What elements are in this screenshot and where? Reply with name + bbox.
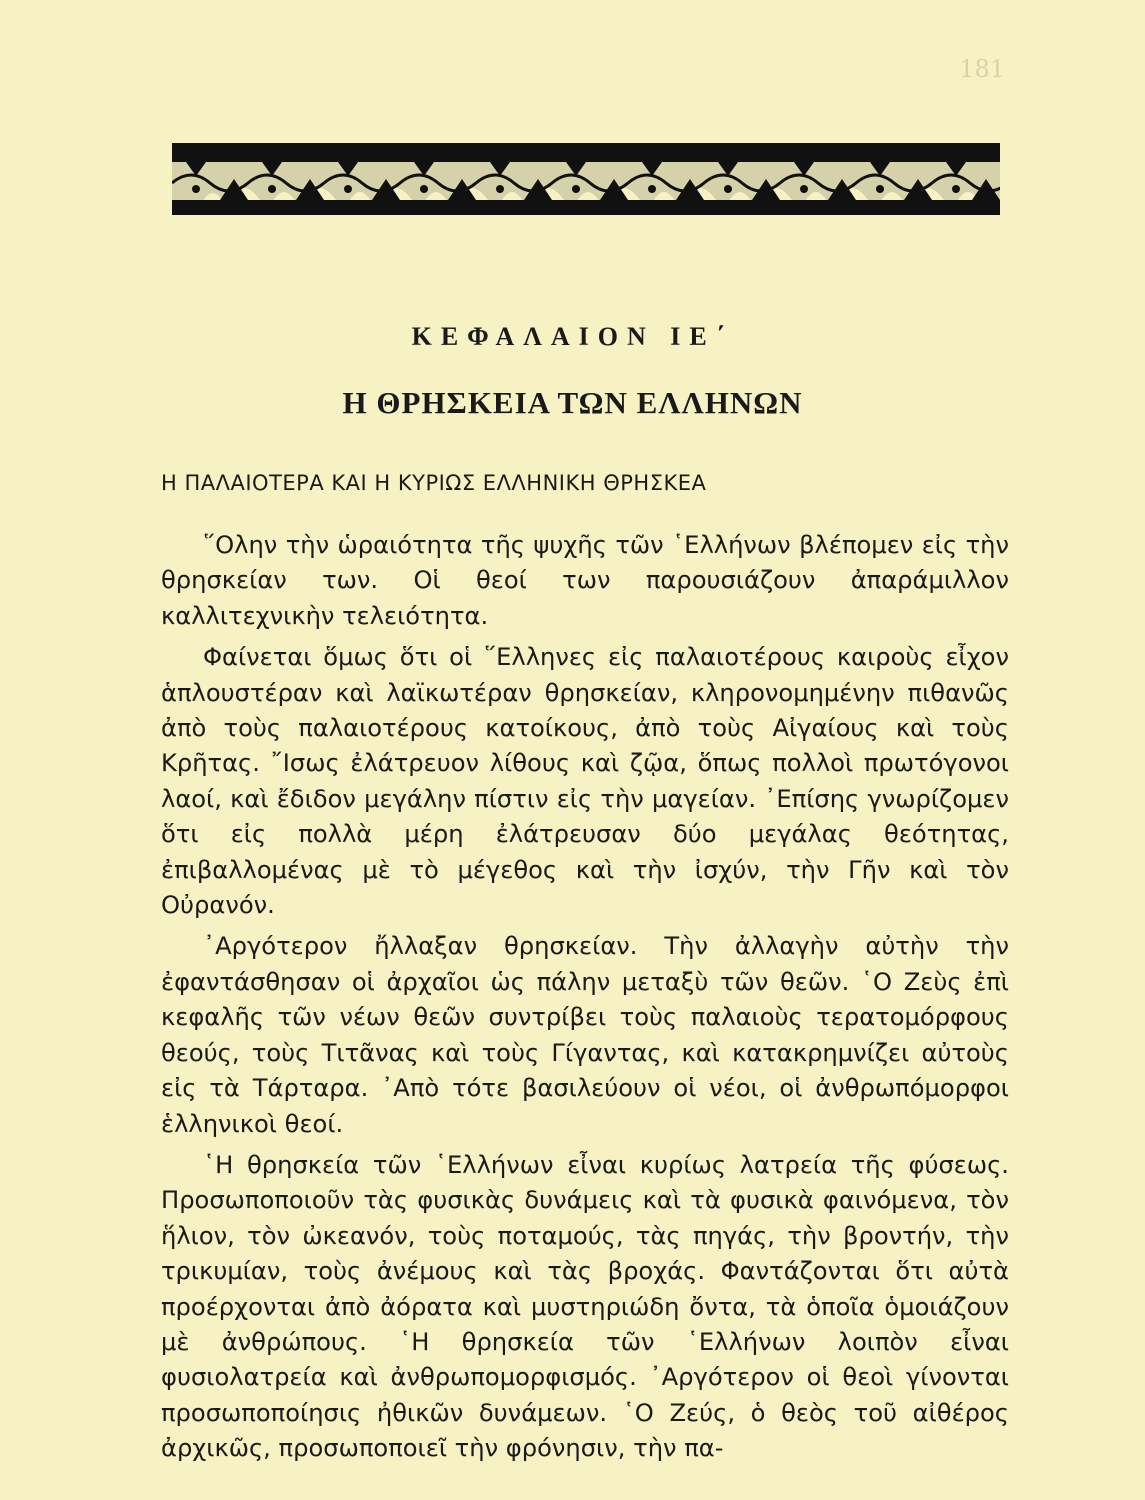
- paragraph: ῾Η θρησκεία τῶν ῾Ελλήνων εἶναι κυρίως λατρεία τῆς φύσεως. Προσωποποιοῦν τὰς φυσικὰς δυνάμεις καὶ τὰ φυσικὰ φαινόμενα, τὸν ἥλιον, τὸν ὠκεανόν, τοὺς ποταμούς, τὰς πηγάς, τὴν βροντήν, τὴν τρικυμίαν, τοὺς ἀνέμους καὶ τὰς βροχάς. Φαντάζονται ὅτι αὐτὰ προέρχονται ἀπὸ ἀόρατα καὶ μυστηριώδη ὄντα, τὰ ὁποῖα ὁμοιάζουν μὲ ἀνθρώπους. ῾Η θρησκεία τῶν ῾Ελλήνων λοιπὸν εἶναι φυσιολατρεία καὶ ἀνθρωπομορφισμός. ᾿Αργότερον οἱ θεοὶ γίνονται προσωποποίησις ἠθικῶν δυνάμεων. ῾Ο Ζεύς, ὁ θεὸς τοῦ αἰθέρος ἀρχικῶς, προσωποποιεῖ τὴν φρόνησιν, τὴν πα-: [161, 1150, 1009, 1463]
- paragraph: ᾿Αργότερον ἤλλαξαν θρησκείαν. Τὴν ἀλλαγὴν αὐτὴν τὴν ἐφαντάσθησαν οἱ ἀρχαῖοι ὡς πάλην μεταξὺ τῶν θεῶν. ῾Ο Ζεὺς ἐπὶ κεφαλῆς τῶν νέων θεῶν συντρίβει τοὺς παλαιοὺς τερατομόρφους θεούς, τοὺς Τιτᾶνας καὶ τοὺς Γίγαντας, καὶ κατακρημνίζει αὐτοὺς εἰς τὰ Τάρταρα. ᾿Απὸ τότε βασιλεύουν οἱ νέοι, οἱ ἀνθρωπόμορφοι ἑλληνικοὶ θεοί.: [161, 932, 1009, 1138]
- paragraph: ῞Ολην τὴν ὡραιότητα τῆς ψυχῆς τῶν ῾Ελλήνων βλέπομεν εἰς τὴν θρησκείαν των. Οἱ θεοί των παρουσιάζουν ἀπαράμιλλον καλλιτεχνικὴν τελειότητα.: [161, 531, 1009, 630]
- section-heading: Η ΠΑΛΑΙΟΤΕΡΑ ΚΑΙ Η ΚΥΡΙΩΣ ΕΛΛΗΝΙΚΗ ΘΡΗΣΚΕΑ: [161, 471, 707, 495]
- decorative-border-ornament: [172, 143, 1000, 215]
- chapter-title: Η ΘΡΗΣΚΕΙΑ ΤΩΝ ΕΛΛΗΝΩΝ: [342, 385, 803, 420]
- paragraph: Φαίνεται ὅμως ὅτι οἱ ῞Ελληνες εἰς παλαιοτέρους καιροὺς εἶχον ἁπλουστέραν καὶ λαϊκωτέραν θρησκείαν, κληρονομημένην πιθανῶς ἀπὸ τοὺς παλαιοτέρους κατοίκους, ἀπὸ τοὺς Αἰγαίους καὶ τοὺς Κρῆτας. ῎Ισως ἐλάτρευον λίθους καὶ ζῷα, ὅπως πολλοὶ πρωτόγονοι λαοί, καὶ ἔδιδον μεγάλην πίστιν εἰς τὴν μαγείαν. ᾿Επίσης γνωρίζομεν ὅτι εἰς πολλὰ μέρη ἐλάτρευσαν δύο μεγάλας θεότητας, ἐπιβαλλομένας μὲ τὸ μέγεθος καὶ τὴν ἰσχύν, τὴν Γῆν καὶ τὸν Οὐρανόν.: [161, 643, 1009, 920]
- body-text: [161, 528, 1009, 1473]
- page-number: 181: [959, 55, 1005, 83]
- chapter-heading: ΚΕΦΑΛΑΙΟΝ ΙΕ΄: [411, 322, 734, 351]
